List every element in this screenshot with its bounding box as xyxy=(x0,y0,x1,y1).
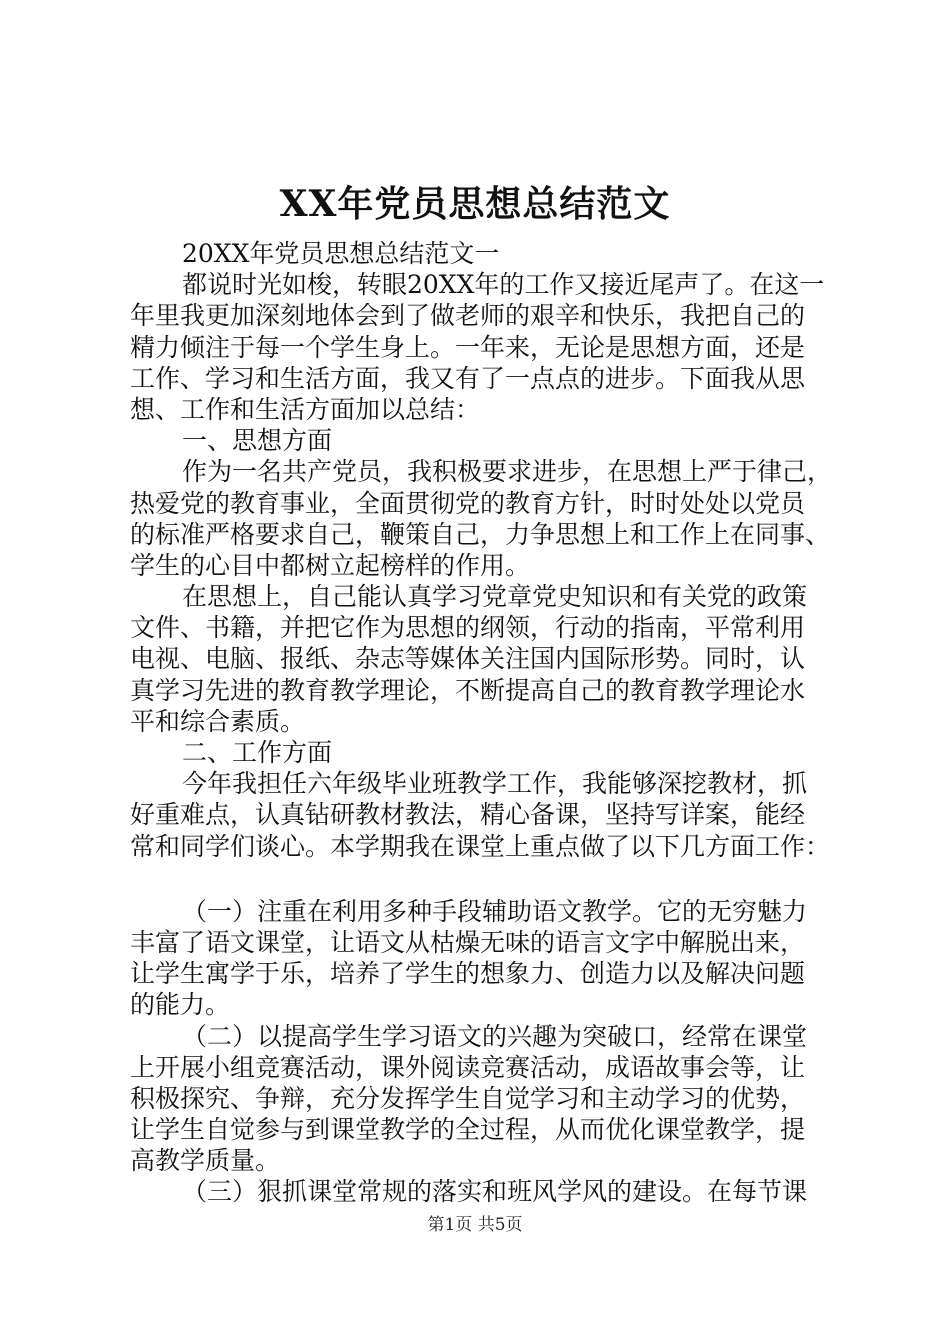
paragraph-line: 高教学质量。 xyxy=(130,1146,281,1176)
paragraph-line: 好重难点，认真钻研教材教法，精心备课，坚持写详案，能经 xyxy=(130,800,806,830)
paragraph-line: 精力倾注于每一个学生身上。一年来，无论是思想方面，还是 xyxy=(130,332,806,362)
paragraph-line: 学生的心目中都树立起榜样的作用。 xyxy=(130,550,531,580)
paragraph-line: 作为一名共产党员，我积极要求进步，在思想上严于律己， xyxy=(182,457,833,487)
page-number-footer: 第1页 共5页 xyxy=(427,1215,523,1235)
paragraph-line: 积极探究、争辩，充分发挥学生自觉学习和主动学习的优势， xyxy=(130,1083,806,1113)
paragraph-line: 上开展小组竞赛活动，课外阅读竞赛活动，成语故事会等，让 xyxy=(130,1052,806,1082)
paragraph-line: （三）狠抓课堂常规的落实和班风学风的建设。在每节课 xyxy=(182,1177,808,1207)
section-heading-line: 20XX年党员思想总结范文一 xyxy=(182,239,500,268)
paragraph-line: 想、工作和生活方面加以总结： xyxy=(130,394,481,424)
paragraph-line: 工作、学习和生活方面，我又有了一点点的进步。下面我从思 xyxy=(130,363,806,393)
paragraph-line: 平和综合素质。 xyxy=(130,706,306,736)
paragraph-line: 都说时光如梭，转眼20XX年的工作又接近尾声了。在这一 xyxy=(182,270,825,300)
paragraph-line: 真学习先进的教育教学理论，不断提高自己的教育教学理论水 xyxy=(130,675,806,705)
document-body xyxy=(130,238,833,1208)
paragraph-line: 让学生寓学于乐，培养了学生的想象力、创造力以及解决问题 xyxy=(130,959,806,989)
paragraph-line: 常和同学们谈心。本学期我在课堂上重点做了以下几方面工作： xyxy=(130,831,831,861)
section-heading-line: 二、工作方面 xyxy=(182,738,333,767)
section-heading-line: 一、思想方面 xyxy=(182,426,333,456)
paragraph-line: （二）以提高学生学习语文的兴趣为突破口，经常在课堂 xyxy=(182,1021,808,1051)
paragraph-line: （一）注重在利用多种手段辅助语文教学。它的无穷魅力 xyxy=(182,896,808,926)
paragraph-line: 电视、电脑、报纸、杂志等媒体关注国内国际形势。同时，认 xyxy=(130,644,806,674)
document-title: XX年党员思想总结范文 xyxy=(279,183,671,225)
paragraph-line: 在思想上，自己能认真学习党章党史知识和有关党的政策 xyxy=(182,582,808,612)
paragraph-line: 丰富了语文课堂，让语文从枯燥无味的语言文字中解脱出来， xyxy=(130,927,806,957)
paragraph-line: 文件、书籍，并把它作为思想的纲领，行动的指南，平常利用 xyxy=(130,613,806,643)
paragraph-line: 热爱党的教育事业，全面贯彻党的教育方针，时时处处以党员 xyxy=(130,488,806,518)
paragraph-line: 今年我担任六年级毕业班教学工作，我能够深挖教材，抓 xyxy=(182,769,808,799)
paragraph-gap xyxy=(130,862,830,896)
paragraph-line: 让学生自觉参与到课堂教学的全过程，从而优化课堂教学，提 xyxy=(130,1115,806,1145)
paragraph-line: 年里我更加深刻地体会到了做老师的艰辛和快乐，我把自己的 xyxy=(130,301,806,331)
paragraph-line: 的标准严格要求自己，鞭策自己，力争思想上和工作上在同事、 xyxy=(130,519,831,549)
paragraph-line: 的能力。 xyxy=(130,990,231,1020)
